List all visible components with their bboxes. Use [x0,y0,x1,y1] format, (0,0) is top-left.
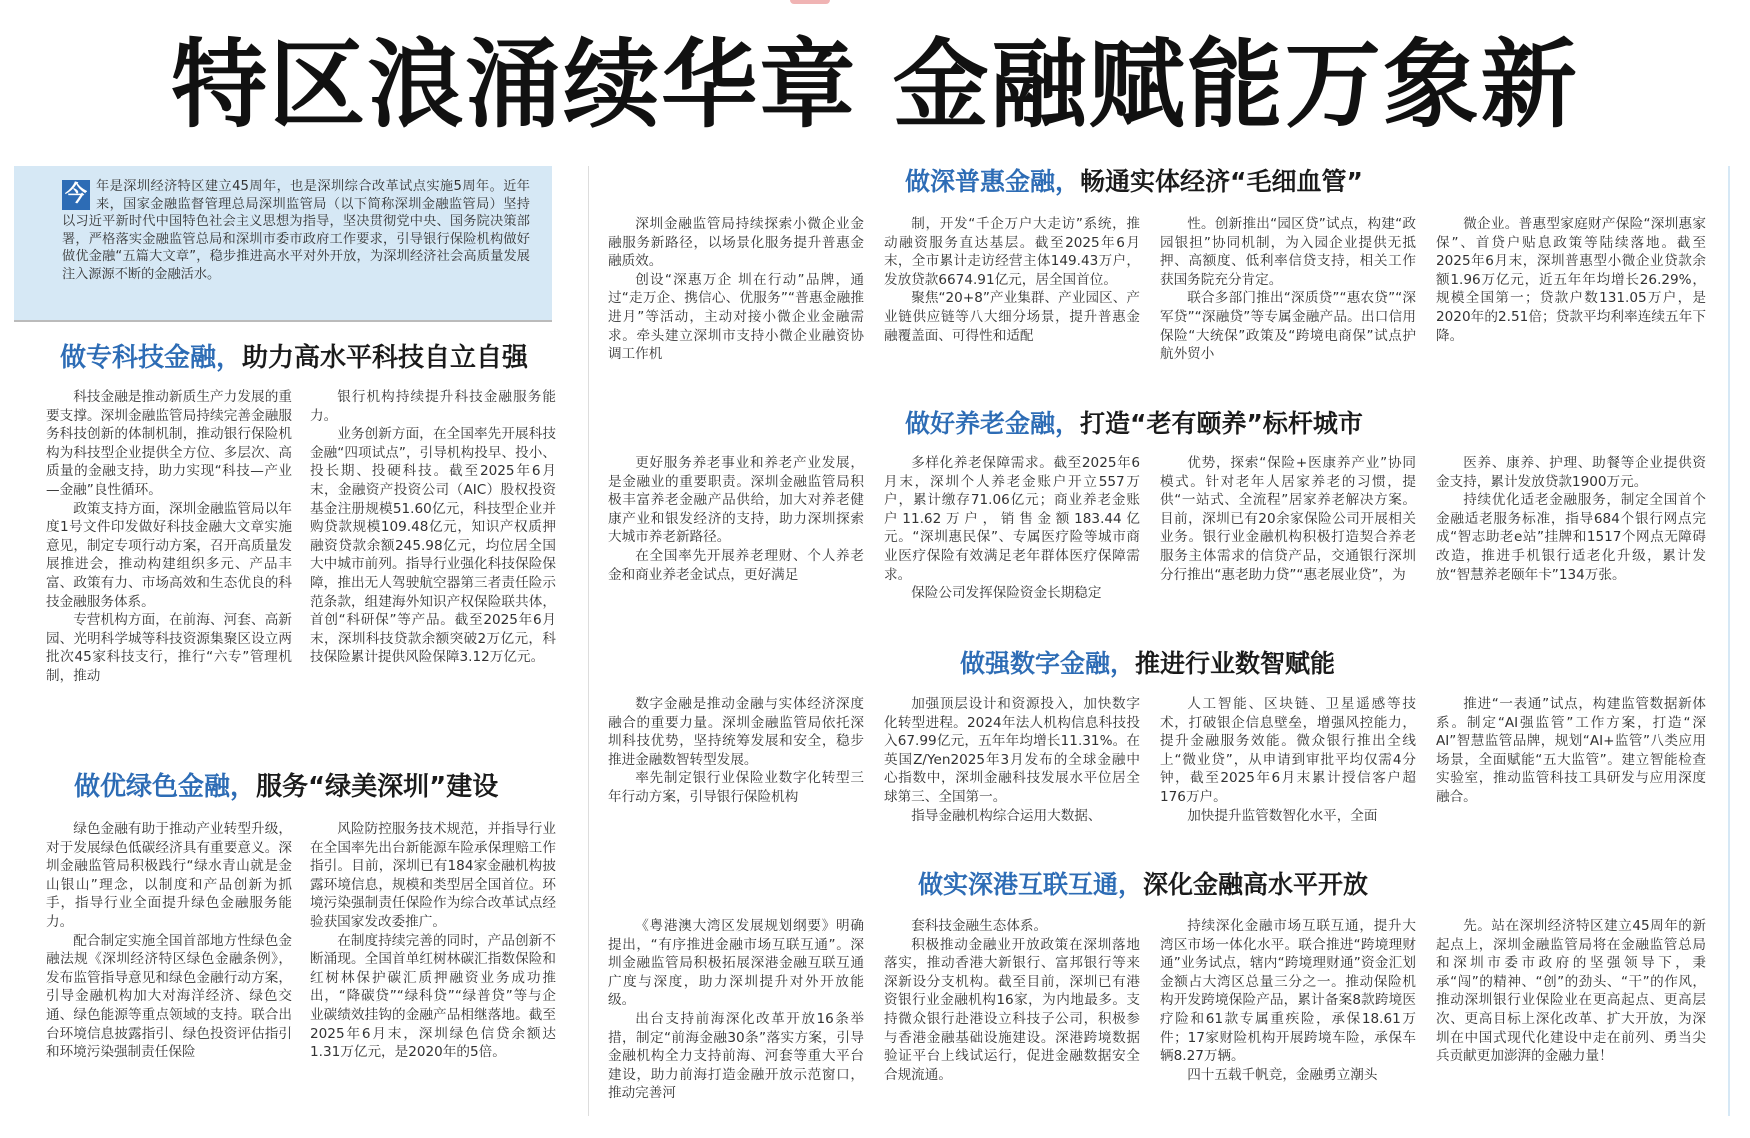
section-title-highlight: 做好养老金融， [905,409,1081,438]
paragraph: 联合多部门推出“深质贷”“惠农贷”“深军贷”“深融贷”等专属金融产品。出口信用保险“大统保”政策及“跨境电商保”试点护航外贸小 [1160,290,1416,363]
digital-column-4 [1436,695,1706,833]
section-title-elderly [905,407,1363,441]
paragraph: 持续优化适老金融服务，制定全国首个金融适老服务标准，指导684个银行网点完成“智志助老e站”挂牌和1517个网点无障碍改造，推进手机银行适老化升级，累计发放“智慧养老颐年卡”134万张。 [1436,492,1706,583]
digital-column-1 [608,695,864,833]
hk-column-1 [608,917,864,1117]
paragraph: 微企业。普惠型家庭财产保险“深圳惠家保”、首贷户贴息政策等陆续落地。截至2025年6月末，深圳普惠型小微企业贷款余额1.96万亿元，近五年年均增长26.29%，规模全国第一；贷款户数131.05万户，是2020年的2.51倍；贷款平均利率连续五年下降。 [1436,216,1706,344]
paragraph: 人工智能、区块链、卫星遥感等技术，打破银企信息壁垒，增强风控能力，提升金融服务效能。微众银行推出全线上“微业贷”，从申请到审批平均仅需4分钟，截至2025年6月末累计授信客户超176万户。 [1160,696,1416,805]
paragraph: 积极推动金融业开放政策在深圳落地落实，推动香港大新银行、富邦银行等来深新设分支机构。截至目前，深圳已有港资银行业金融机构16家，为内地最多。支持微众银行赴港设立科技子公司，积极参与香港金融基础设施建设。深港跨境数据验证平台上线试运行，促进金融数据安全合规流通。 [884,936,1140,1083]
section-title-highlight: 做实深港互联互通， [918,870,1144,899]
section-title-rest: 助力高水平科技自立自强 [242,343,529,373]
paragraph: 深圳金融监管局持续探索小微企业金融服务新路径，以场景化服务提升普惠金融质效。 [608,216,864,270]
paragraph: 更好服务养老事业和养老产业发展，是金融业的重要职责。深圳金融监管局积极丰富养老金融产品供给，加大对养老健康产业和银发经济的支持，助力深圳探索大城市养老新路径。 [608,455,864,546]
paragraph: 推进“一表通”试点，构建监管数据新体系。制定“AI强监管”工作方案，打造“深AI”智慧监管品牌，规划“AI+监管”八类应用场景，全面赋能“五大监管”。建立智能检查实验室，推动监管科技工具研发与应用深度融合。 [1436,696,1706,805]
top-decoration [790,0,830,4]
inclusive-column-3 [1160,215,1416,371]
paragraph: 聚焦“20+8”产业集群、产业园区、产业链供应链等八大细分场景，提升普惠金融覆盖面、可得性和适配 [884,290,1140,344]
paragraph: 出台支持前海深化改革开放16条举措，制定“前海金融30条”落实方案，引导金融机构全力支持前海、河套等重大平台建设，助力前海打造金融开放示范窗口，推动完善河 [608,1010,864,1102]
lead-text: 年是深圳经济特区建立45周年，也是深圳综合改革试点实施5周年。近年来，国家金融监督管理总局深圳监管局（以下简称深圳金融监管局）坚持以习近平新时代中国特色社会主义思想为指导，坚决贯彻党中央、国务院决策部署，严格落实金融监管总局和深圳市委市政府工作要求，引导银行保险机构做好做优金融“五篇大文章”，稳步推进高水平对外开放，为深圳经济社会高质量发展注入源源不断的金融活水。 [62,179,530,282]
paragraph: 套科技金融生态体系。 [911,918,1048,934]
green-column-1 [46,820,292,1116]
paragraph: 在全国率先开展养老理财、个人养老金和商业养老金试点，更好满足 [608,547,864,583]
elderly-column-4 [1436,454,1706,614]
left-top-rule [14,320,552,322]
hk-column-3 [1160,917,1416,1117]
section-title-rest: 推进行业数智赋能 [1135,649,1336,678]
column-divider [588,166,589,1116]
section-title-hk [918,868,1368,902]
dropcap: 今 [62,180,90,210]
tech-column-1 [46,388,292,738]
paragraph: 配合制定实施全国首部地方性绿色金融法规《深圳经济特区绿色金融条例》，发布监管指导意见和绿色金融行动方案，引导金融机构加大对海洋经济、绿色交通、绿色能源等重点领域的支持。联合出台环境信息披露指引、绿色投资评估指引和环境污染强制责任保险 [46,932,292,1061]
section-title-rest: 畅通实体经济“毛细血管” [1080,167,1363,196]
paragraph: 《粤港澳大湾区发展规划纲要》明确提出，“有序推进金融市场互联互通”。深圳金融监管局积极拓展深港金融互联互通广度与深度，助力深圳提升对外开放能级。 [608,918,864,1009]
paragraph: 四十五载千帆竞，金融勇立潮头 [1187,1066,1378,1083]
elderly-column-2 [884,454,1140,614]
paragraph: 医养、康养、护理、助餐等企业提供资金支持，累计发放贷款1900万元。 [1436,455,1706,490]
paragraph: 科技金融是推动新质生产力发展的重要支撑。深圳金融监管局持续完善金融服务科技创新的体制机制，推动银行保险机构为科技型企业提供全方位、多层次、高质量的金融支持，助力实现“科技—产业—金融”良性循环。 [46,389,292,498]
section-title-digital [960,647,1335,681]
digital-column-2 [884,695,1140,833]
section-title-rest: 打造“老有颐养”标杆城市 [1080,409,1363,438]
paragraph: 优势，探索“保险+医康养产业”协同模式。针对老年人居家养老的习惯，提供“一站式、全流程”居家养老解决方案。目前，深圳已有20余家保险公司开展相关业务。银行业金融机构积极打造契合养老服务主体需求的信贷产品，交通银行深圳分行推出“惠老助力贷”“惠老展业贷”，为 [1160,455,1416,583]
green-column-2 [310,820,556,1116]
section-title-highlight: 做专科技金融， [60,343,243,373]
paragraph: 保险公司发挥保险资金长期稳定 [911,585,1102,602]
section-title-green [74,770,498,804]
paragraph: 业务创新方面，在全国率先开展科技金融“四项试点”，引导机构投早、投小、投长期、投硬科技。截至2025年6月末，金融资产投资公司（AIC）股权投资基金注册规模51.60亿元，科技型企业并购贷款规模109.48亿元，知识产权质押融资贷款余额245.98亿元，均位居全国大中城市前列。指导行业强化科技保险保障，推出无人驾驶航空器第三者责任险示范条款，组建海外知识产权保险联共体，首创“科研保”等产品。截至2025年6月末，深圳科技贷款余额突破2万亿元，科技保险累计提供风险保障3.12万亿元。 [310,426,556,666]
section-title-highlight: 做强数字金融， [960,649,1136,678]
digital-column-3 [1160,695,1416,833]
page-headline: 特区浪涌续华章 金融赋能万象新 [171,29,1579,141]
paragraph: 率先制定银行业保险业数字化转型三年行动方案，引导银行保险机构 [608,770,864,805]
paragraph: 专营机构方面，在前海、河套、高新园、光明科学城等科技资源集聚区设立两批次45家科技支行，推行“六专”管理机制，推动 [46,612,292,684]
paragraph: 银行机构持续提升科技金融服务能力。 [310,389,556,424]
paragraph: 在制度持续完善的同时，产品创新不断涌现。全国首单红树林碳汇指数保险和红树林保护碳汇质押融资业务成功推出，“降碳贷”“绿科贷”“绿普贷”等与企业碳绩效挂钩的金融产品相继落地。截至2025年6月末，深圳绿色信贷余额达1.31万亿元，是2020年的5倍。 [310,932,556,1061]
paragraph: 数字金融是推动金融与实体经济深度融合的重要力量。深圳金融监管局依托深圳科技优势，坚持统筹发展和安全，稳步推进金融数智转型发展。 [608,696,864,768]
paragraph: 持续深化金融市场互联互通，提升大湾区市场一体化水平。联合推进“跨境理财通”业务试点，辖内“跨境理财通”资金汇划金额占大湾区总量三分之一。推动保险机构开发跨境保险产品，累计备案8款跨境医疗险和61款专属重疾险，承保18.61万件；17家财险机构开展跨境车险，承保车辆8.27万辆。 [1160,918,1416,1065]
paragraph: 指导金融机构综合运用大数据、 [911,807,1102,824]
hk-column-2 [884,917,1140,1117]
paragraph: 先。站在深圳经济特区建立45周年的新起点上，深圳金融监管局将在金融监管总局和深圳市委市政府的坚强领导下，秉承“闯”的精神、“创”的劲头、“干”的作风，推动深圳银行业保险业在更高起点、更高层次、更高目标上深化改革、扩大开放，为深圳在中国式现代化建设中走在前列、勇当尖兵贡献更加澎湃的金融力量！ [1436,918,1706,1065]
paragraph: 创设“深惠万企 圳在行动”品牌，通过“走万企、携信心、优服务”“普惠金融推进月”等活动，主动对接小微企业金融需求。牵头建立深圳市支持小微企业融资协调工作机 [608,271,864,363]
paragraph: 制，开发“千企万户大走访”系统，推动融资服务直达基层。截至2025年6月末，全市累计走访经营主体149.43万户，发放贷款6674.91亿元，居全国首位。 [884,216,1140,288]
elderly-column-1 [608,454,864,614]
paragraph: 多样化养老保障需求。截至2025年6月末，深圳个人养老金账户开立557万户，累计缴存71.06亿元；商业养老金账户11.62万户，销售金额183.44亿元。“深圳惠民保”、专属医疗险等城市商业医疗保险有效满足老年群体医疗保障需求。 [884,455,1140,583]
paragraph: 加快提升监管数智化水平，全面 [1187,807,1378,824]
section-title-tech [60,341,528,375]
inclusive-column-4 [1436,215,1706,371]
hk-column-4 [1436,917,1706,1117]
elderly-column-3 [1160,454,1416,614]
paragraph: 加强顶层设计和资源投入，加快数字化转型进程。2024年法人机构信息科技投入67.99亿元，五年年均增长11.31%。在英国Z/Yen2025年3月发布的全球金融中心指数中，深圳金融科技发展水平位居全球第三、全国第一。 [884,696,1140,805]
paragraph: 风险防控服务技术规范，并指导行业在全国率先出台新能源车险承保理赔工作指引。目前，深圳已有184家金融机构披露环境信息，规模和类型居全国首位。环境污染强制责任保险作为综合改革试点经验获国家发改委推广。 [310,821,556,930]
tech-column-2 [310,388,556,738]
lead-paragraph [62,178,530,284]
right-border [1728,166,1730,1116]
section-title-inclusive [905,165,1363,199]
paragraph: 性。创新推出“园区贷”试点，构建“政园银担”协同机制，为入园企业提供无抵押、高额度、低利率信贷支持，相关工作获国务院充分肯定。 [1160,216,1416,288]
section-title-highlight: 做优绿色金融， [74,772,257,802]
paragraph: 政策支持方面，深圳金融监管局以年度1号文件印发做好科技金融大文章实施意见，制定专项行动方案，召开高质量发展推进会，推动构建组织多元、产品丰富、政策有力、市场高效和生态优良的科技金融服务体系。 [46,500,292,610]
paragraph: 绿色金融有助于推动产业转型升级，对于发展绿色低碳经济具有重要意义。深圳金融监管局积极践行“绿水青山就是金山银山”理念，以制度和产品创新为抓手，指导行业全面提升绿色金融服务能力。 [46,821,292,930]
section-title-rest: 服务“绿美深圳”建设 [256,772,499,802]
section-title-rest: 深化金融高水平开放 [1143,870,1369,899]
inclusive-column-1 [608,215,864,371]
section-title-highlight: 做深普惠金融， [905,167,1081,196]
inclusive-column-2 [884,215,1140,371]
